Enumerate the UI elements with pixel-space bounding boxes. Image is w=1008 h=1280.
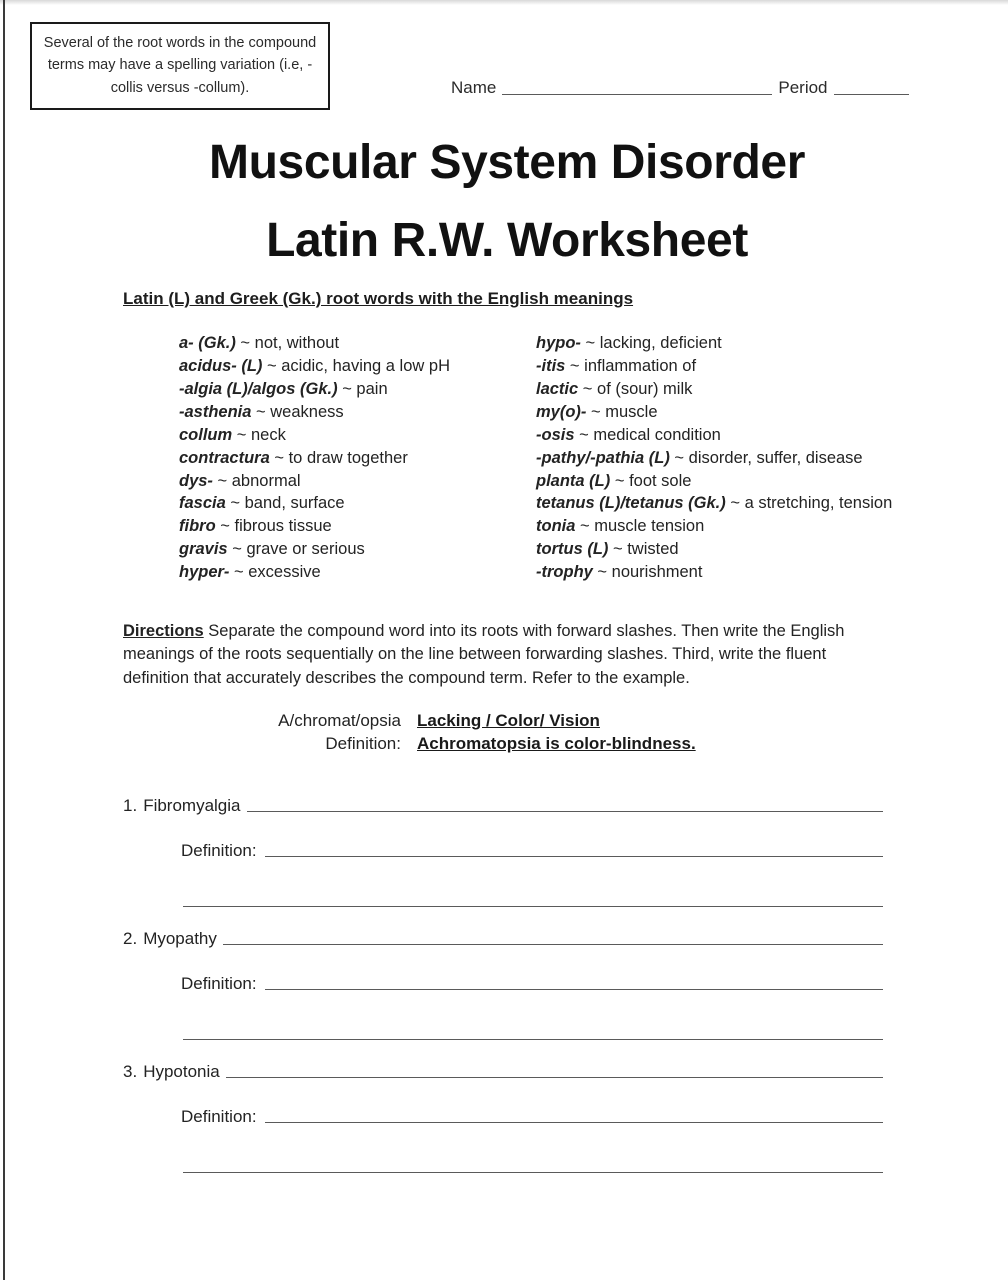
root-word-separator: ~ [251, 402, 271, 421]
item-definition-label: Definition: [181, 974, 257, 993]
root-word-meaning: muscle tension [594, 517, 705, 536]
root-word-term: hyper- [179, 563, 230, 582]
root-word-separator: ~ [610, 471, 630, 490]
root-word-meaning: medical condition [593, 425, 721, 444]
worksheet-items [6, 796, 1008, 1195]
item-definition-answer-line[interactable] [265, 1122, 883, 1123]
item-term-row [123, 929, 883, 949]
root-word-meaning: fibrous tissue [234, 517, 332, 536]
page-left-edge-rule [3, 0, 5, 1280]
root-word-term: tetanus (L)/tetanus (Gk.) [536, 494, 726, 513]
root-word-term: hypo- [536, 334, 581, 352]
root-word-term: lactic [536, 379, 579, 398]
root-word-term: my(o)- [536, 402, 587, 421]
root-word-separator: ~ [669, 448, 689, 467]
root-word-term: gravis [179, 540, 228, 559]
root-word-entry [536, 561, 936, 584]
item-number: 3. [123, 1062, 138, 1081]
name-label: Name [451, 78, 497, 97]
root-word-meaning: grave or serious [246, 540, 365, 559]
root-word-entry [179, 470, 529, 493]
root-word-entry [536, 378, 936, 401]
spelling-note-text: Several of the root words in the compound terms may have a spelling variation (i.e, -collis versus -collum). [43, 35, 317, 96]
root-word-term: -trophy [536, 563, 593, 582]
root-word-entry [536, 401, 936, 424]
root-word-entry [179, 401, 529, 424]
example-definition-row [241, 732, 841, 755]
item-term-row [123, 796, 883, 816]
example-block [241, 709, 841, 755]
root-word-separator: ~ [578, 379, 598, 398]
item-roots-answer-line[interactable] [226, 1077, 883, 1078]
root-word-separator: ~ [586, 402, 606, 421]
root-word-term: a- (Gk.) [179, 334, 236, 352]
root-word-entry [536, 492, 936, 515]
root-word-separator: ~ [574, 425, 594, 444]
root-word-separator: ~ [262, 356, 282, 375]
directions-label: Directions [123, 622, 204, 640]
root-word-meaning: foot sole [629, 471, 692, 490]
root-word-entry [179, 355, 529, 378]
spelling-note-box [30, 22, 330, 110]
root-word-separator: ~ [212, 471, 232, 490]
item-definition-row [181, 841, 883, 861]
root-word-separator: ~ [337, 379, 357, 398]
directions-text: Separate the compound word into its roots with forward slashes. Then write the English meanings of the roots sequentially on the line between forwarding slashes. Third, write the fluent definition that accurately describes the compound term. Refer to the example. [123, 622, 845, 687]
root-word-term: -itis [536, 356, 566, 375]
root-word-meaning: to draw together [288, 448, 408, 467]
root-word-separator: ~ [235, 334, 255, 352]
root-word-entry [536, 470, 936, 493]
item-definition-continuation-line[interactable] [183, 1172, 883, 1173]
item-definition-label: Definition: [181, 841, 257, 860]
root-word-meaning: neck [251, 425, 286, 444]
example-term: A/chromat/opsia [278, 711, 401, 730]
root-word-separator: ~ [225, 494, 245, 513]
root-word-term: -asthenia [179, 402, 252, 421]
root-word-meaning: nourishment [611, 563, 703, 582]
worksheet-item [6, 929, 1008, 1062]
root-word-meaning: disorder, suffer, disease [688, 448, 863, 467]
root-word-meaning: muscle [605, 402, 658, 421]
root-word-term: fibro [179, 517, 216, 536]
root-words-column-left [179, 332, 529, 584]
root-word-separator: ~ [227, 540, 247, 559]
item-term-row [123, 1062, 883, 1082]
root-word-entry [536, 538, 936, 561]
item-number: 2. [123, 929, 138, 948]
root-word-meaning: band, surface [244, 494, 345, 513]
root-word-meaning: a stretching, tension [744, 494, 893, 513]
root-words-column-right [536, 332, 936, 584]
root-word-term: collum [179, 425, 233, 444]
root-word-entry [179, 332, 529, 355]
root-word-separator: ~ [580, 334, 600, 352]
root-word-entry [179, 561, 529, 584]
page-title-line-1: Muscular System Disorder [209, 136, 805, 189]
root-word-term: fascia [179, 494, 226, 513]
root-word-entry [179, 492, 529, 515]
root-word-entry [536, 424, 936, 447]
root-word-meaning: of (sour) milk [597, 379, 693, 398]
root-word-separator: ~ [592, 563, 612, 582]
example-roots-answer: Lacking / Color/ Vision [417, 711, 600, 730]
item-definition-continuation-line[interactable] [183, 906, 883, 907]
item-number: 1. [123, 796, 138, 815]
root-word-separator: ~ [575, 517, 595, 536]
item-definition-continuation-line[interactable] [183, 1039, 883, 1040]
item-roots-answer-line[interactable] [247, 811, 884, 812]
root-word-meaning: pain [356, 379, 388, 398]
root-word-term: dys- [179, 471, 213, 490]
root-word-term: -osis [536, 425, 575, 444]
root-word-meaning: not, without [254, 334, 340, 352]
root-word-term: contractura [179, 448, 270, 467]
item-definition-answer-line[interactable] [265, 856, 883, 857]
item-definition-label: Definition: [181, 1107, 257, 1126]
worksheet-item [6, 796, 1008, 929]
root-word-entry [179, 424, 529, 447]
item-term: Myopathy [143, 929, 217, 948]
page-title-line-2: Latin R.W. Worksheet [266, 213, 748, 267]
root-word-term: planta (L) [536, 471, 611, 490]
example-definition-label: Definition: [325, 734, 401, 754]
root-word-meaning: inflammation of [584, 356, 697, 375]
root-word-meaning: acidic, having a low pH [281, 356, 450, 375]
item-definition-row [181, 1107, 883, 1127]
root-word-separator: ~ [229, 563, 249, 582]
root-word-separator: ~ [608, 540, 628, 559]
root-word-entry [536, 515, 936, 538]
root-word-separator: ~ [725, 494, 745, 513]
root-word-entry [536, 355, 936, 378]
root-word-term: -algia (L)/algos (Gk.) [179, 379, 338, 398]
worksheet-item [6, 1062, 1008, 1195]
name-input-line[interactable] [502, 94, 772, 95]
item-roots-answer-line[interactable] [223, 944, 883, 945]
root-word-meaning: abnormal [231, 471, 301, 490]
page-title [6, 124, 1008, 280]
root-word-meaning: lacking, deficient [599, 334, 722, 352]
item-term: Hypotonia [143, 1062, 220, 1081]
root-word-term: tonia [536, 517, 576, 536]
example-term-row [241, 709, 841, 732]
name-period-row [451, 78, 951, 98]
root-word-meaning: excessive [248, 563, 321, 582]
root-word-separator: ~ [269, 448, 289, 467]
root-word-meaning: twisted [627, 540, 679, 559]
root-word-term: -pathy/-pathia (L) [536, 448, 670, 467]
root-word-separator: ~ [215, 517, 235, 536]
item-definition-row [181, 974, 883, 994]
root-word-entry [179, 378, 529, 401]
example-definition-answer: Achromatopsia is color-blindness. [417, 734, 696, 754]
root-word-meaning: weakness [270, 402, 344, 421]
root-word-entry [179, 515, 529, 538]
root-word-entry [179, 538, 529, 561]
root-word-term: acidus- (L) [179, 356, 263, 375]
root-word-separator: ~ [232, 425, 251, 444]
root-word-entry [536, 447, 936, 470]
root-word-entry [179, 447, 529, 470]
directions-paragraph [123, 620, 871, 690]
item-term: Fibromyalgia [143, 796, 241, 815]
period-label: Period [778, 78, 828, 97]
period-input-line[interactable] [834, 94, 909, 95]
item-definition-answer-line[interactable] [265, 989, 883, 990]
worksheet-sheet [6, 0, 1008, 1280]
root-word-entry [536, 332, 936, 355]
root-word-term: tortus (L) [536, 540, 609, 559]
root-words-heading: Latin (L) and Greek (Gk.) root words with the English meanings [123, 289, 634, 308]
root-word-separator: ~ [565, 356, 585, 375]
